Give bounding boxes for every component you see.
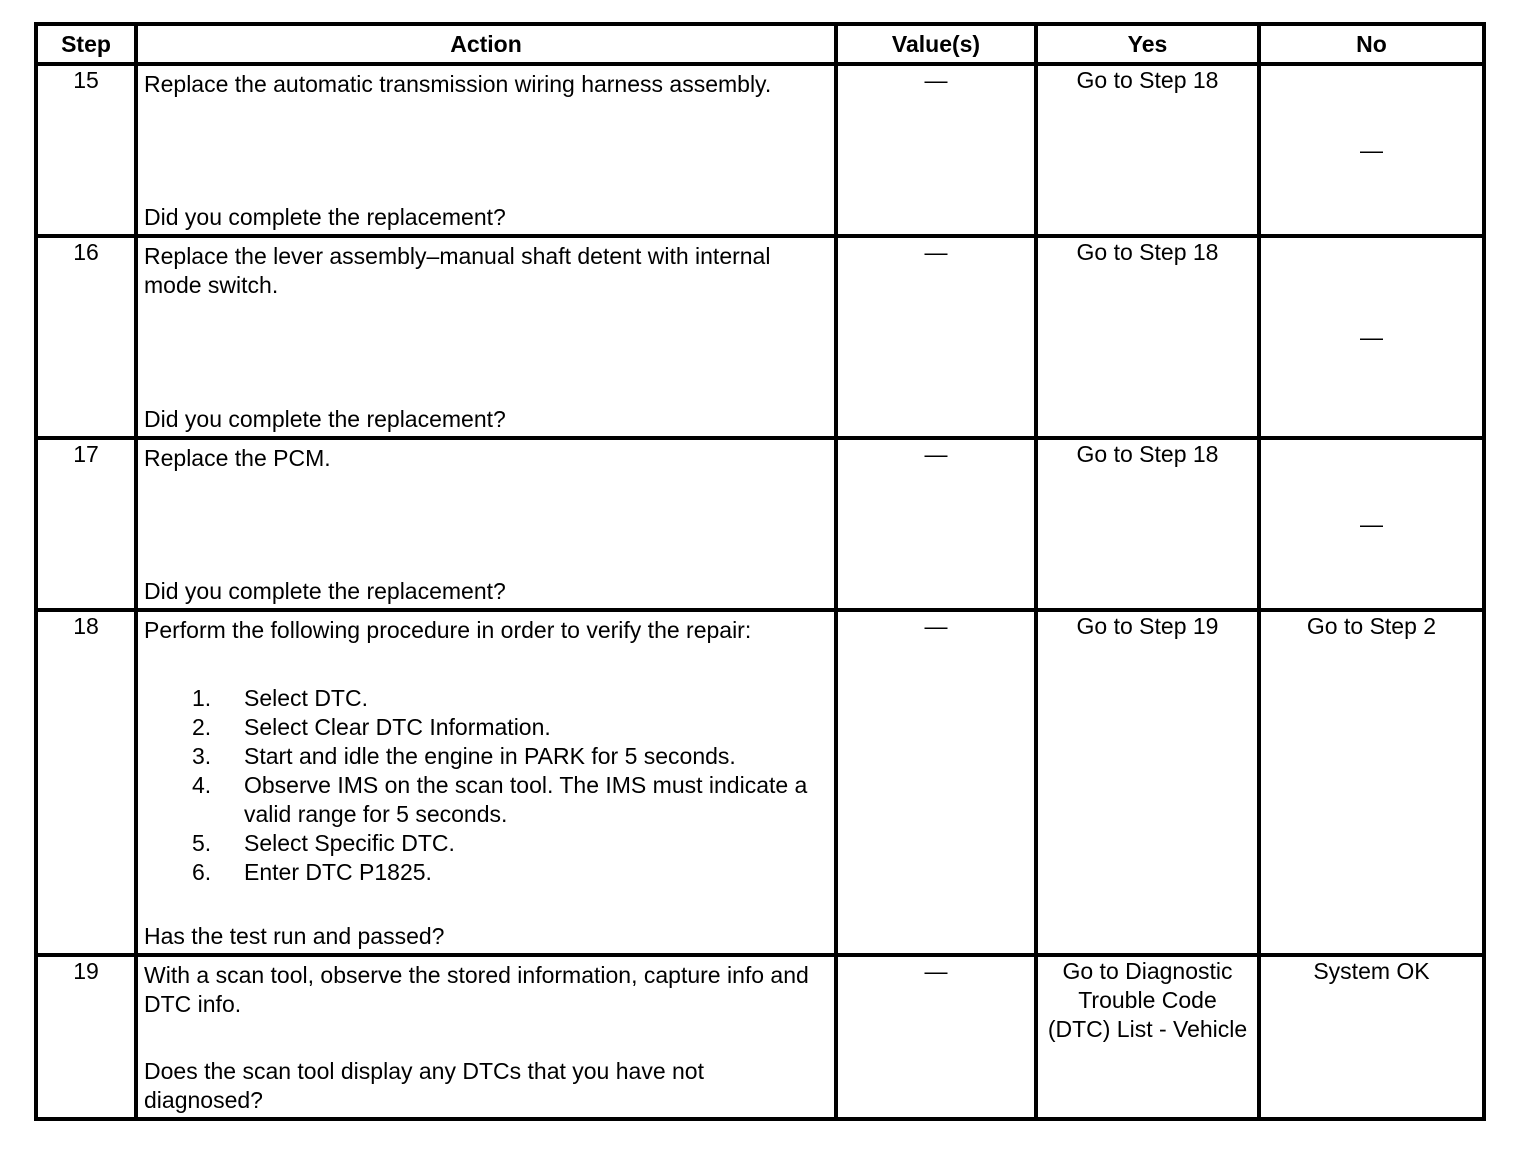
procedure-step-text: Select DTC.	[244, 685, 368, 711]
value-cell: —	[836, 64, 1036, 236]
no-cell: —	[1259, 64, 1484, 236]
action-cell	[136, 610, 836, 955]
action-question: Did you complete the replacement?	[144, 578, 506, 604]
diagnostic-table	[34, 22, 1486, 1121]
action-instruction: Replace the PCM.	[144, 445, 331, 471]
yes-cell: Go to Step 18	[1036, 64, 1259, 236]
no-cell: —	[1259, 438, 1484, 610]
no-cell: Go to Step 2	[1259, 610, 1484, 955]
yes-cell: Go to Step 18	[1036, 438, 1259, 610]
action-cell	[136, 64, 836, 236]
action-cell	[136, 438, 836, 610]
action-instruction: With a scan tool, observe the stored information, capture info and DTC info.	[144, 962, 809, 1017]
yes-cell: Go to Step 18	[1036, 236, 1259, 438]
procedure-step-number: 4.	[192, 772, 212, 798]
procedure-step-text: Enter DTC P1825.	[244, 859, 432, 885]
procedure-step	[144, 858, 828, 887]
table-row-step-19	[36, 955, 1484, 1119]
action-question: Did you complete the replacement?	[144, 406, 506, 432]
procedure-step-text: Select Clear DTC Information.	[244, 714, 551, 740]
action-question: Does the scan tool display any DTCs that you have not diagnosed?	[144, 1058, 704, 1113]
procedure-step	[144, 684, 828, 713]
action-cell	[136, 236, 836, 438]
procedure-step	[144, 771, 828, 829]
header-yes: Yes	[1036, 24, 1259, 64]
action-instruction: Replace the automatic transmission wiring harness assembly.	[144, 71, 772, 97]
action-question: Has the test run and passed?	[144, 923, 445, 949]
procedure-step-number: 1.	[192, 685, 212, 711]
yes-cell: Go to Step 19	[1036, 610, 1259, 955]
header-values: Value(s)	[836, 24, 1036, 64]
action-instruction: Perform the following procedure in order to verify the repair:	[144, 617, 752, 643]
procedure-step-number: 3.	[192, 743, 212, 769]
value-cell: —	[836, 610, 1036, 955]
header-step: Step	[36, 24, 136, 64]
yes-cell	[1036, 955, 1259, 1119]
procedure-list	[144, 684, 828, 887]
action-question: Did you complete the replacement?	[144, 204, 506, 230]
header-no: No	[1259, 24, 1484, 64]
value-cell: —	[836, 438, 1036, 610]
value-cell: —	[836, 955, 1036, 1119]
procedure-step-number: 6.	[192, 859, 212, 885]
no-cell: —	[1259, 236, 1484, 438]
step-number: 15	[36, 64, 136, 236]
table-row-step-15	[36, 64, 1484, 236]
action-cell	[136, 955, 836, 1119]
header-action: Action	[136, 24, 836, 64]
table-row-step-16	[36, 236, 1484, 438]
procedure-step	[144, 829, 828, 858]
header-row	[36, 24, 1484, 64]
value-cell: —	[836, 236, 1036, 438]
table-row-step-18	[36, 610, 1484, 955]
procedure-step-text: Observe IMS on the scan tool. The IMS must indicate a valid range for 5 seconds.	[244, 772, 808, 827]
step-number: 18	[36, 610, 136, 955]
table-row-step-17	[36, 438, 1484, 610]
step-number: 16	[36, 236, 136, 438]
step-number: 19	[36, 955, 136, 1119]
yes-cell-text: Go to Diagnostic Trouble Code (DTC) List - Vehicle	[1047, 958, 1248, 1042]
procedure-step-text: Select Specific DTC.	[244, 830, 455, 856]
procedure-step	[144, 742, 828, 771]
action-instruction: Replace the lever assembly–manual shaft detent with internal mode switch.	[144, 243, 771, 298]
procedure-step-number: 2.	[192, 714, 212, 740]
procedure-step-number: 5.	[192, 830, 212, 856]
no-cell: System OK	[1259, 955, 1484, 1119]
procedure-step-text: Start and idle the engine in PARK for 5 seconds.	[244, 743, 736, 769]
step-number: 17	[36, 438, 136, 610]
procedure-step	[144, 713, 828, 742]
